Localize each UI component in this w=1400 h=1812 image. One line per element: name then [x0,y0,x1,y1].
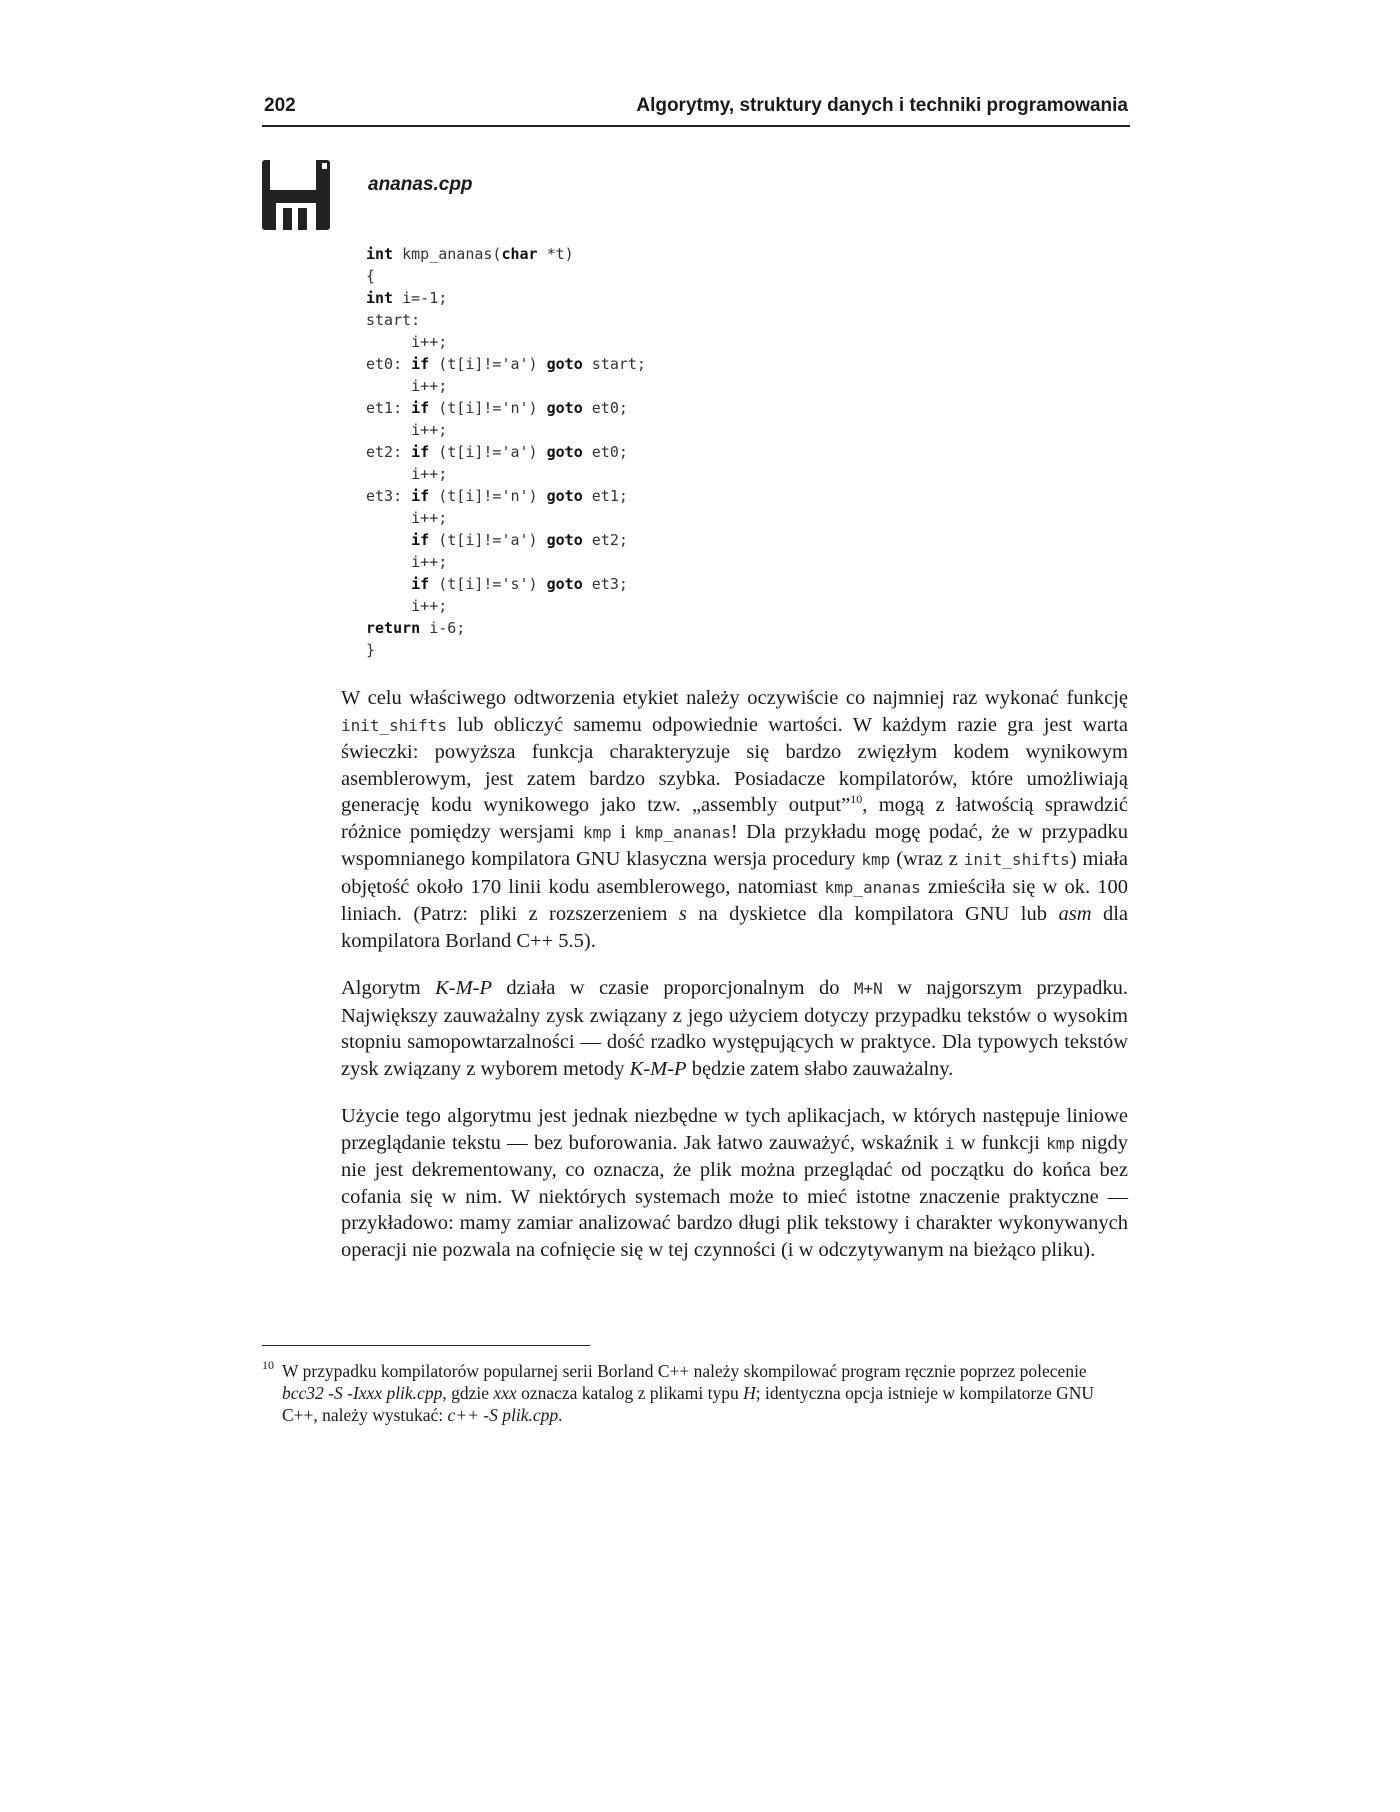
code-keyword: goto [546,443,583,461]
text-run: ! Dla przykładu mogę podać, że w przypadku wspomnianego kompilatora GNU klasyczna wersja procedury [341,820,1128,870]
italic-text: H [743,1383,756,1403]
code-keyword: int [366,245,394,263]
footnote-reference: 10 [850,792,863,807]
code-keyword: goto [546,399,583,417]
text-run: na dyskietce dla kompilatora GNU lub [686,903,1059,925]
inline-code: kmp_ananas [634,822,731,842]
code-line [366,243,646,265]
text-run: oznacza katalog z plikami typu [516,1383,744,1403]
text-run: w najgorszym przypadku. Największy zauważalny zysk związany z jego użyciem dotyczy przypadku tekstów o wysokim stopniu samopowtarzalności — dość rzadko występujących w praktyce. Dla typowych tekstów zysk związany z wyborem metody [341,977,1128,1080]
code-keyword: goto [546,355,583,373]
code-text: (t[i]!='a') [429,443,547,461]
code-text: et0: [366,355,412,373]
text-run: . [558,1405,563,1425]
code-line [366,529,646,551]
code-keyword: char [501,245,538,263]
code-text: { [366,267,376,285]
code-text: et0; [582,399,628,417]
body-text [341,685,1128,1284]
footnote [262,1360,1128,1426]
footnote-mark: 10 [262,1358,274,1372]
code-text: et3; [582,575,628,593]
code-line [366,265,646,287]
code-listing [366,243,646,661]
code-line [366,463,646,485]
text-run: dla kompilatora Borland C++ 5.5). [341,903,1129,952]
inline-code: kmp [1046,1133,1076,1153]
code-line [366,309,646,331]
code-text: start: [366,311,421,329]
inline-code: init_shifts [963,850,1070,869]
code-text: i++; [366,333,448,351]
code-text: } [366,641,376,659]
inline-code: kmp [861,850,891,869]
inline-code: i [944,1133,955,1153]
text-run: Algorytm [341,977,436,999]
code-keyword: goto [546,487,583,505]
code-line [366,573,646,595]
footnote-rule [262,1345,590,1346]
code-keyword: return [366,619,421,637]
text-run: lub obliczyć samemu odpowiednie wartości. W każdym razie gra jest warta świeczki: powyższa funkcja charakteryzuje się bardzo zwięzłym kodem wynikowym asemblerowym, jest zatem bardzo szybka. Posiadacze kompilatorów, które umożliwiają generację kodu wynikowego jako tzw. „assembly output” [341,713,1128,816]
code-text: start; [582,355,646,373]
code-text: i-6; [420,619,466,637]
text-run: , gdzie [442,1383,494,1403]
code-text: (t[i]!='s') [429,575,547,593]
text-run: W przypadku kompilatorów popularnej serii Borland C++ należy skompilować program ręcznie poprzez polecenie [282,1361,1087,1381]
italic-text: K-M-P [629,1057,687,1080]
italic-text: bcc32 -S -Ixxx plik.cpp [282,1383,443,1403]
code-text: et2: [366,443,412,461]
text-run: Użycie tego algorytmu jest jednak niezbędne w tych aplikacjach, w których następuje liniowe przeglądanie tekstu — bez buforowania. Jak łatwo zauważyć, wskaźnik [341,1105,1128,1154]
code-line [366,617,646,639]
code-text: i=-1; [393,289,448,307]
code-keyword: goto [546,531,583,549]
code-keyword: if [411,443,430,461]
code-line [366,331,646,353]
code-keyword: int [366,289,394,307]
code-text: (t[i]!='n') [429,399,547,417]
listing-filename: ananas.cpp [368,174,473,195]
text-run: będzie zatem słabo zauważalny. [686,1057,954,1080]
code-text: kmp_ananas( [393,245,502,263]
code-keyword: if [411,355,430,373]
inline-code: M+N [853,979,883,998]
code-text: et1; [582,487,628,505]
code-line [366,353,646,375]
italic-text: c++ -S plik.cpp [447,1405,559,1425]
text-run: nigdy nie jest dekrementowany, co oznacza, że plik można przeglądać od początku do końca bez cofania się w nim. W niektórych systemach może to mieć istotne znaczenie praktyczne — przykładowo: mamy zamiar analizować bardzo długi plik tekstowy i charakter wykonywanych operacji nie pozwala na cofnięcie się w tej czynności (i w odczytywanym na bieżąco pliku). [341,1131,1128,1261]
paragraph [341,1103,1128,1263]
paragraph [341,975,1128,1082]
inline-code: init_shifts [341,715,447,735]
footnote-text [282,1360,1128,1426]
code-text: (t[i]!='n') [429,487,547,505]
code-line [366,595,646,617]
code-text [366,575,411,593]
italic-text: K-M-P [435,977,493,999]
page-number: 202 [264,95,296,116]
code-line [366,375,646,397]
code-text: et1: [366,399,412,417]
italic-text: s [678,903,687,925]
code-keyword: goto [546,575,583,593]
text-run: W celu właściwego odtworzenia etykiet należy oczywiście co najmniej raz wykonać funkcję [341,687,1128,709]
text-run: , mogą z łatwością sprawdzić różnice pomiędzy wersjami [341,794,1128,843]
inline-code: kmp_ananas [824,877,921,897]
code-keyword: if [411,399,430,417]
inline-code: kmp [582,822,612,842]
text-run: zmieściła się w ok. 100 liniach. (Patrz: pliki z rozszerzeniem [341,875,1129,925]
code-text: (t[i]!='a') [429,531,547,549]
code-line [366,441,646,463]
code-line [366,485,646,507]
text-run: i [611,820,635,843]
code-text: et2; [582,531,628,549]
code-text: et0; [582,443,628,461]
text-run: działa w czasie proporcjonalnym do [492,977,854,999]
code-line [366,287,646,309]
code-text: et3: [366,487,412,505]
code-text: i++; [366,421,448,439]
code-text: i++; [366,553,448,571]
code-text [366,531,411,549]
paragraph [341,685,1128,954]
italic-text: xxx [493,1383,517,1403]
text-run: ; identyczna opcja istnieje w kompilatorze GNU C++, należy wystukać: [282,1383,1095,1425]
text-run: ) miała objętość około 170 linii kodu asemblerowego, natomiast [341,848,1128,898]
code-line [366,507,646,529]
running-header [262,95,1130,127]
text-run: w funkcji [954,1131,1047,1154]
running-title: Algorytmy, struktury danych i techniki programowania [636,95,1128,116]
code-line [366,419,646,441]
code-keyword: if [411,575,430,593]
code-text: *t) [537,245,574,263]
code-line [366,639,646,661]
text-run: (wraz z [890,848,964,870]
code-text: i++; [366,509,448,527]
floppy-disk-icon [262,160,330,230]
code-text: i++; [366,597,448,615]
code-line [366,551,646,573]
code-keyword: if [411,531,430,549]
code-text: i++; [366,465,448,483]
italic-text: asm [1058,903,1092,925]
code-line [366,397,646,419]
code-text: i++; [366,377,448,395]
code-text: (t[i]!='a') [429,355,547,373]
code-keyword: if [411,487,430,505]
